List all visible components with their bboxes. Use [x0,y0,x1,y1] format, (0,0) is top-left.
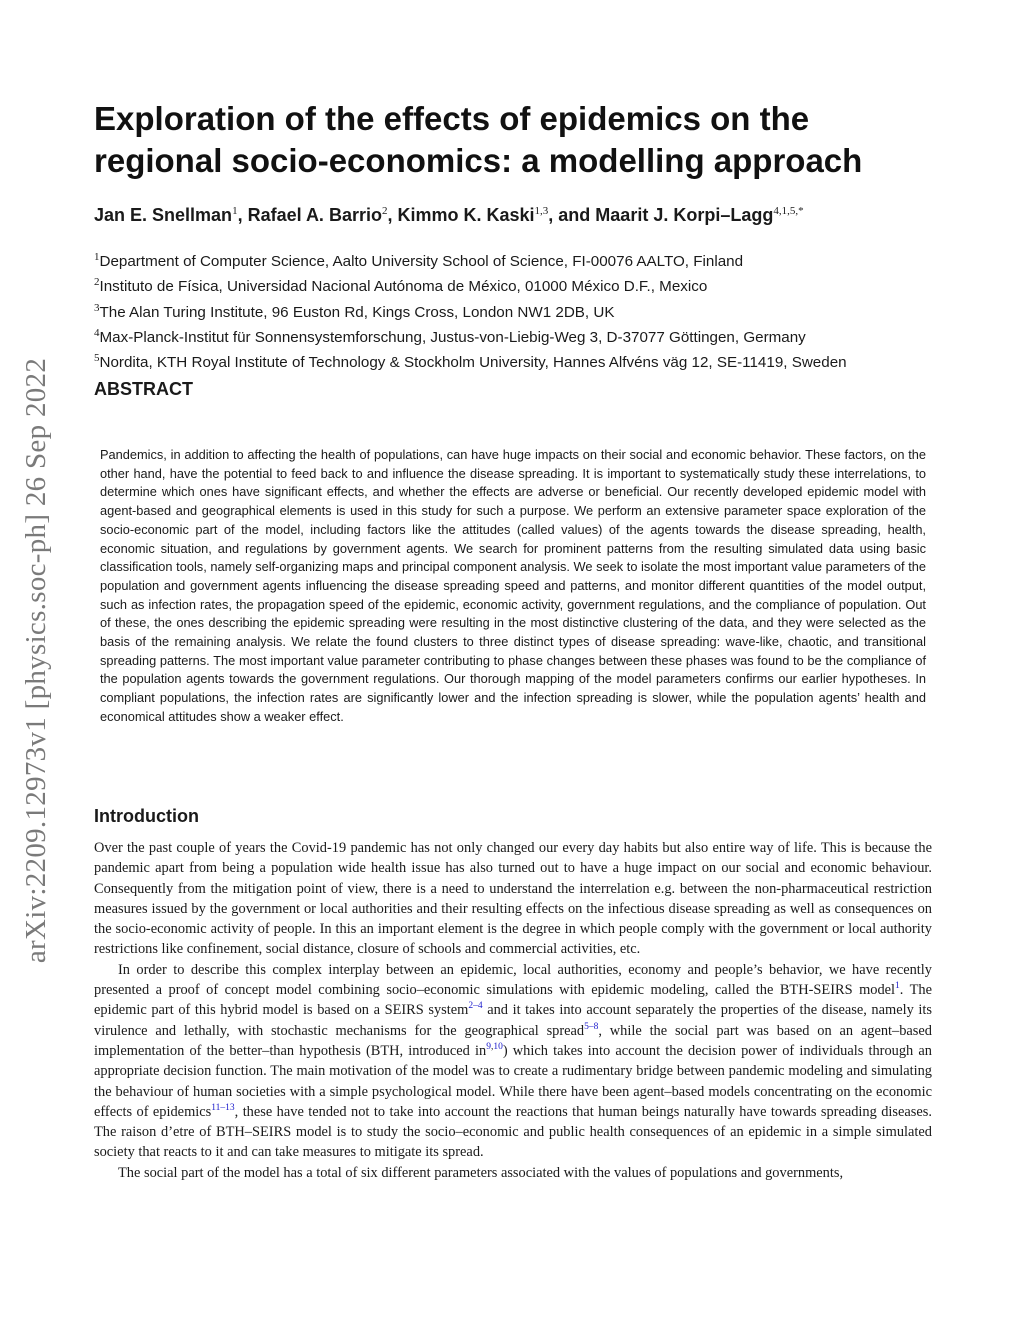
author-4: Maarit J. Korpi–Lagg [595,205,774,225]
arxiv-identifier: arXiv:2209.12973v1 [physics.soc-ph] 26 Sep 2022 [20,357,53,963]
introduction-heading: Introduction [94,806,199,826]
affiliation-item: $^1$Department of Computer Science, Aalto University School of Science, FI-00076 AALTO, Finland [94,251,744,271]
affiliation-item: $^4$Max-Planck-Institut für Sonnensystemforschung, Justus-von-Liebig-Weg 3, D-37077 Göttingen, Germany [94,326,806,346]
author-2: Rafael A. Barrio [247,205,382,225]
paragraph-3: The social part of the model has a total of six different parameters associated with the values of populations and governments, [118,1164,844,1181]
citation-link[interactable]: 9 [486,1042,491,1053]
citation-link[interactable]: 11–13 [211,1103,235,1114]
affiliation-list [94,247,994,373]
paragraph-1: Over the past couple of years the Covid-19 pandemic has not only changed our every day habits but also entire way of life. This is because the pandemic apart from being a population wide health issue has also turned out to have a huge impact on our social and economic behaviour. Consequently from the mitigation point of view, there is a need to understand the interrelation e.g. between the non-pharmaceutical restriction measures issued by the government or local authorities and their resulting effects on the infectious disease spreading as well as consequences on the socio-economic activity of people. In this an important element is the degree in which people comply with the government or local authority restrictions like confinement, social distance, closure of schools and commercial activities, etc. [94,840,932,958]
citation-link[interactable]: 1 [895,981,900,992]
abstract-text: Pandemics, in addition to affecting the health of populations, can have huge impacts on their social and economic behavior. These factors, on the other hand, have the potential to feed back to and influence the disease spreading. It is important to systematically study these interrelations, to determine which ones have significant effects, and whether the effects are adverse or beneficial. Our recently developed epidemic model with agent-based and geographical elements is used in this study for such a purpose. We perform an extensive parameter space exploration of the socio-economic part of the model, including factors like the attitudes (called values) of the agents towards the disease spreading, health, economic situation, and regulations by government agents. We search for prominent patterns from the resulting simulated data using basic classification tools, namely self-organizing maps and principal component analysis. We seek to isolate the most important value parameters of the population and government agents influencing the disease spreading speed and patterns, and monitor different quantities of the model output, such as infection rates, the propagation speed of the epidemic, economic activity, government regulations, and the compliance of population. Out of these, the ones describing the epidemic spreading were resulting in the most distinctive clustering of the data, and they were selected as the basis of the remaining analysis. We relate the found clusters to three distinct types of disease spreading: wave-like, chaotic, and transitional spreading patterns. The most important value parameter contributing to phase changes between these phases was found to be the compliance of the population agents towards the government regulations. Our thorough mapping of the model parameters confirms our earlier hypotheses. In compliant populations, the infection rates are significantly lower and the infection spreading is slower, while the population agents’ health and economical attitudes show a weaker effect. [100,447,926,724]
author-3: Kimmo K. Kaski [397,205,535,225]
affiliation-item: $^5$Nordita, KTH Royal Institute of Technology & Stockholm University, Hannes Alfvéns väg 12, SE-11419, Sweden [94,352,847,372]
author-list: Jan E. Snellman$^1$, Rafael A. Barrio$^2$, Kimmo K. Kaski$^{1,3}$, and Maarit J. Korpi–Lagg$^{4,1,5,*}$ [94,205,804,225]
title-line-2: regional socio-economics: a modelling approach [94,142,863,179]
introduction-body [94,838,932,1183]
affiliation-item: $^2$Instituto de Física, Universidad Nacional Autónoma de México, 01000 México D.F., Mexico [94,276,708,296]
citation-link[interactable]: 5–8 [584,1021,599,1032]
abstract-heading: ABSTRACT [94,379,193,399]
arxiv-sidebar-stamp [12,305,62,1015]
paper-title [94,98,974,182]
paragraph-2: In order to describe this complex interplay between an epidemic, local authorities, economy and people’s behavior, we have recently presented a proof of concept model combining socio–economic simulations with epidemic modeling, called the BTH-SEIRS model$^1$. The epidemic part of this hybrid model is based on a SEIRS system$^{2-4}$ and it takes into account separately the properties of the disease, namely its virulence and lethally, with stochastic mechanisms for the geographical spread$^{5-8}$, while the social part was based on an agent–based implementation of the better–than hypothesis (BTH, introduced in$^{9,10}$) which takes into account the decision power of individuals through an appropriate decision function. The main motivation of the model was to create a rudimentary bridge between pandemic modeling and simulating the behaviour of human societies with a simple psychological model. While there have been agent–based models concentrating on the economic effects of epidemics$^{11-13}$, these have tended not to take into account the reactions that human beings naturally have towards spreading diseases. The raison d’etre of BTH–SEIRS model is to study the socio–economic and public health consequences of an epidemic in a simple simulated society that reacts to it and can take measures to mitigate its spread. [94,961,932,1161]
affiliation-item: $^3$The Alan Turing Institute, 96 Euston Rd, Kings Cross, London NW1 2DB, UK [94,301,615,321]
citation-link[interactable]: 2–4 [468,1001,483,1012]
author-1: Jan E. Snellman [94,205,233,225]
citation-link[interactable]: 10 [493,1042,503,1053]
title-line-1: Exploration of the effects of epidemics on the [94,100,810,137]
